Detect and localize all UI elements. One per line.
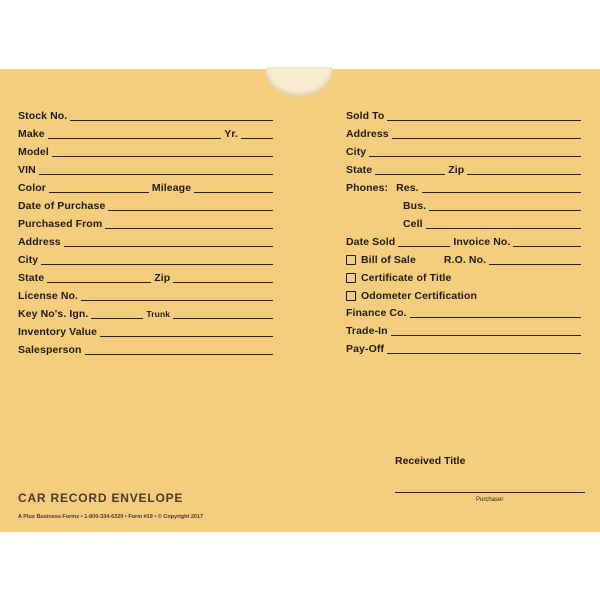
date-sold-label: Date Sold <box>346 236 396 248</box>
stock-no-field[interactable] <box>18 108 276 122</box>
vin-label: VIN <box>18 164 36 176</box>
finance-co-label: Finance Co. <box>346 307 407 319</box>
buyer-city-field[interactable] <box>346 144 584 158</box>
city-field[interactable] <box>18 252 276 266</box>
phone-bus-field[interactable] <box>403 198 584 212</box>
envelope-thumb-cut <box>266 67 332 97</box>
publisher-footer: A Plus Business Forms • 1-800-334-6329 • Form #19 • © Copyright 2017 <box>18 514 204 520</box>
pay-off-label: Pay-Off <box>346 343 385 355</box>
pay-off-field[interactable] <box>346 341 584 355</box>
stock-no-label: Stock No. <box>18 110 68 122</box>
bill-of-sale-label: Bill of Sale <box>361 254 416 266</box>
salesperson-label: Salesperson <box>18 344 82 356</box>
purchased-from-line[interactable] <box>105 228 273 229</box>
purchased-from-field[interactable] <box>18 216 276 230</box>
ro-no-line[interactable] <box>489 264 581 265</box>
certificate-of-title-field[interactable] <box>346 270 584 284</box>
salesperson-line[interactable] <box>85 354 273 355</box>
phone-cell-field[interactable] <box>403 216 584 230</box>
purchased-from-label: Purchased From <box>18 218 103 230</box>
mileage-line[interactable] <box>194 192 273 193</box>
received-title-label: Received Title <box>395 455 466 467</box>
make-field[interactable] <box>18 126 276 140</box>
zip-line[interactable] <box>173 282 273 283</box>
odometer-certification-checkbox[interactable] <box>346 291 356 301</box>
phone-res-field[interactable] <box>346 180 584 194</box>
state-line[interactable] <box>47 282 151 283</box>
finance-co-line[interactable] <box>410 317 581 318</box>
buyer-address-label: Address <box>346 128 389 140</box>
color-field[interactable] <box>18 180 276 194</box>
buyer-state-line[interactable] <box>375 174 445 175</box>
cell-line[interactable] <box>426 228 581 229</box>
city-label: City <box>18 254 39 266</box>
inventory-value-field[interactable] <box>18 324 276 338</box>
color-line[interactable] <box>49 192 149 193</box>
license-no-line[interactable] <box>81 300 273 301</box>
buyer-city-label: City <box>346 146 367 158</box>
buyer-city-line[interactable] <box>369 156 581 157</box>
city-line[interactable] <box>41 264 273 265</box>
buyer-address-field[interactable] <box>346 126 584 140</box>
color-label: Color <box>18 182 46 194</box>
trade-in-label: Trade-In <box>346 325 388 337</box>
model-field[interactable] <box>18 144 276 158</box>
license-no-field[interactable] <box>18 288 276 302</box>
bus-label: Bus. <box>403 200 427 212</box>
vin-line[interactable] <box>39 174 273 175</box>
trade-in-line[interactable] <box>391 335 581 336</box>
purchaser-signature-line[interactable] <box>395 492 585 493</box>
sold-to-field[interactable] <box>346 108 584 122</box>
odometer-certification-label: Odometer Certification <box>361 290 477 302</box>
invoice-no-line[interactable] <box>513 246 581 247</box>
address-field[interactable] <box>18 234 276 248</box>
address-line[interactable] <box>64 246 273 247</box>
state-label: State <box>18 272 45 284</box>
buyer-state-label: State <box>346 164 373 176</box>
date-sold-field[interactable] <box>346 234 584 248</box>
address-label: Address <box>18 236 61 248</box>
trunk-label: Trunk <box>146 309 171 319</box>
sold-to-label: Sold To <box>346 110 385 122</box>
phones-label: Phones: <box>346 182 389 194</box>
vin-field[interactable] <box>18 162 276 176</box>
yr-line[interactable] <box>241 138 273 139</box>
cell-label: Cell <box>403 218 423 230</box>
purchaser-label: Purchaser <box>476 497 504 503</box>
date-of-purchase-label: Date of Purchase <box>18 200 106 212</box>
bill-of-sale-field[interactable] <box>346 252 584 266</box>
key-nos-ign-label: Key No's. Ign. <box>18 308 89 320</box>
buyer-address-line[interactable] <box>392 138 581 139</box>
pay-off-line[interactable] <box>387 353 581 354</box>
state-zip-field[interactable] <box>18 270 276 284</box>
model-label: Model <box>18 146 49 158</box>
certificate-of-title-checkbox[interactable] <box>346 273 356 283</box>
odometer-certification-field[interactable] <box>346 288 584 302</box>
bus-line[interactable] <box>429 210 581 211</box>
buyer-zip-label: Zip <box>448 164 465 176</box>
yr-label: Yr. <box>224 128 238 140</box>
buyer-zip-line[interactable] <box>467 174 581 175</box>
inventory-value-label: Inventory Value <box>18 326 98 338</box>
stock-no-line[interactable] <box>70 120 273 121</box>
make-label: Make <box>18 128 45 140</box>
zip-label: Zip <box>154 272 171 284</box>
key-ign-line[interactable] <box>91 318 143 319</box>
res-label: Res. <box>396 182 419 194</box>
finance-co-field[interactable] <box>346 305 584 319</box>
salesperson-field[interactable] <box>18 342 276 356</box>
res-line[interactable] <box>422 192 581 193</box>
certificate-of-title-label: Certificate of Title <box>361 272 452 284</box>
model-line[interactable] <box>52 156 273 157</box>
inventory-value-line[interactable] <box>100 336 273 337</box>
sold-to-line[interactable] <box>387 120 581 121</box>
trade-in-field[interactable] <box>346 323 584 337</box>
key-nos-field[interactable] <box>18 306 276 320</box>
date-of-purchase-field[interactable] <box>18 198 276 212</box>
make-line[interactable] <box>48 138 222 139</box>
date-of-purchase-line[interactable] <box>108 210 273 211</box>
license-no-label: License No. <box>18 290 79 302</box>
invoice-no-label: Invoice No. <box>453 236 511 248</box>
buyer-state-zip-field[interactable] <box>346 162 584 176</box>
ro-no-label: R.O. No. <box>443 254 487 266</box>
form-title: CAR RECORD ENVELOPE <box>18 491 184 505</box>
bill-of-sale-checkbox[interactable] <box>346 255 356 265</box>
date-sold-line[interactable] <box>398 246 450 247</box>
trunk-line[interactable] <box>173 318 273 319</box>
mileage-label: Mileage <box>151 182 192 194</box>
